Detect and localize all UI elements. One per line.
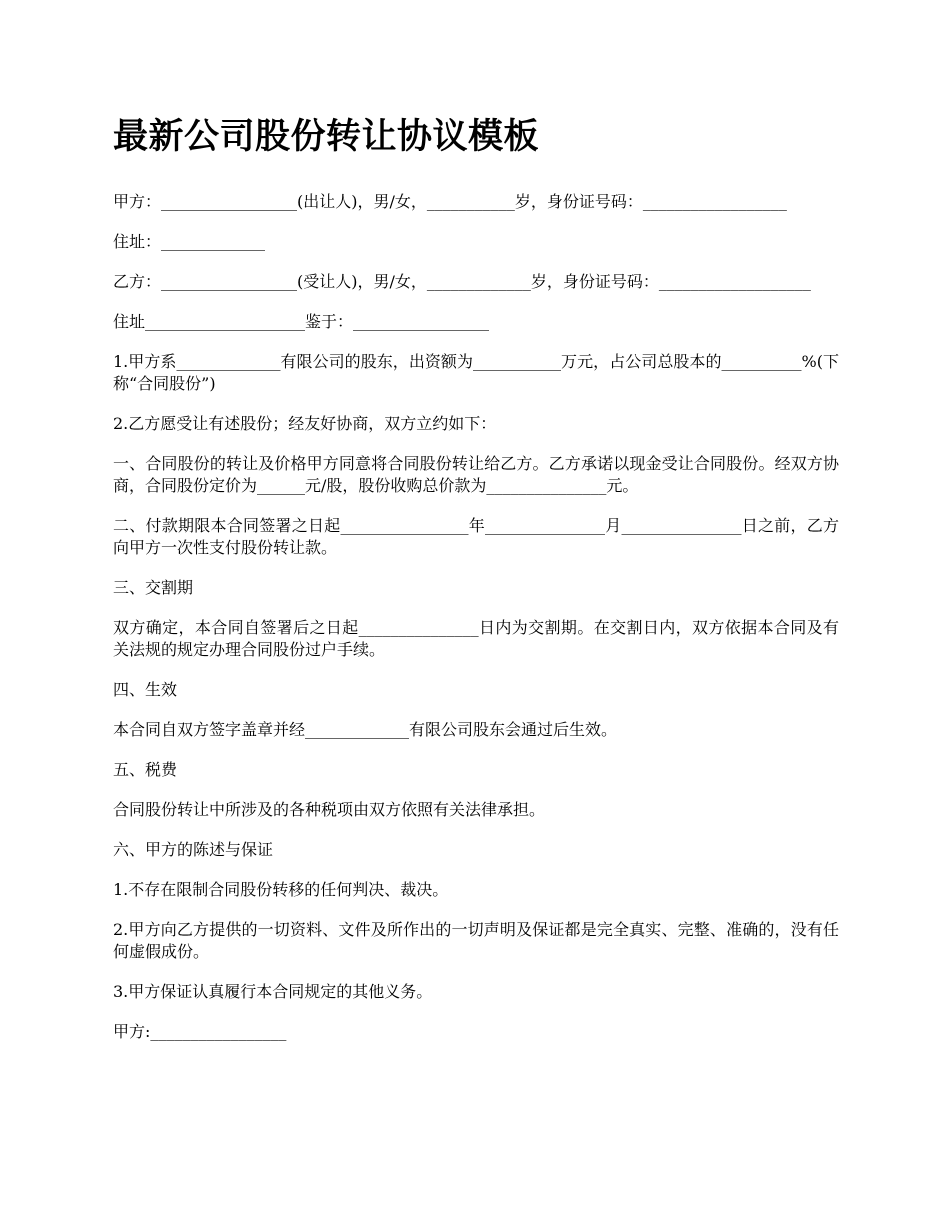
document-title: 最新公司股份转让协议模板 [113, 116, 540, 157]
clause-5-heading: 五、税费 [113, 760, 178, 779]
clause-6-item-2: 2.甲方向乙方提供的一切资料、文件及所作出的一切声明及保证都是完全真实、完整、准确的，没有任何虚假成份。 [113, 920, 839, 961]
document-page [113, 112, 839, 1061]
party-b-address-whereas: 住址____________________鉴于：_________________ [113, 312, 490, 331]
clause-1-transfer-price: 一、合同股份的转让及价格甲方同意将合同股份转让给乙方。乙方承诺以现金受让合同股份。经双方协商，合同股份定价为______元/股，股份收购总价款为_______________元。 [113, 454, 839, 495]
clause-6-heading: 六、甲方的陈述与保证 [113, 840, 274, 859]
clause-3-heading: 三、交割期 [113, 578, 194, 597]
clause-5-body: 合同股份转让中所涉及的各种税项由双方依照有关法律承担。 [113, 800, 546, 819]
recital-2: 2.乙方愿受让有述股份；经友好协商，双方立约如下： [113, 414, 497, 433]
clause-4-heading: 四、生效 [113, 680, 178, 699]
clause-6-item-1: 1.不存在限制合同股份转移的任何判决、裁决。 [113, 880, 449, 899]
clause-2-payment-term: 二、付款期限本合同签署之日起________________年_______________月_______________日之前，乙方向甲方一次性支付股份转让款。 [113, 516, 839, 557]
recital-1: 1.甲方系_____________有限公司的股东，出资额为___________万元，占公司总股本的__________%(下称“合同股份”) [113, 352, 839, 393]
clause-6-item-3: 3.甲方保证认真履行本合同规定的其他义务。 [113, 982, 433, 1001]
party-a-address: 住址：_____________ [113, 232, 266, 251]
party-a-info: 甲方：_________________(出让人)，男/女，___________岁，身份证号码：__________________ [113, 192, 787, 211]
clause-4-body: 本合同自双方签字盖章并经_____________有限公司股东会通过后生效。 [113, 720, 618, 739]
clause-3-body: 双方确定，本合同自签署后之日起_______________日内为交割期。在交割日内，双方依据本合同及有关法规的规定办理合同股份过户手续。 [113, 618, 839, 659]
party-b-info: 乙方：_________________(受让人)，男/女，_____________岁，身份证号码：___________________ [113, 272, 811, 291]
party-a-signature-line: 甲方:_________________ [113, 1022, 287, 1041]
